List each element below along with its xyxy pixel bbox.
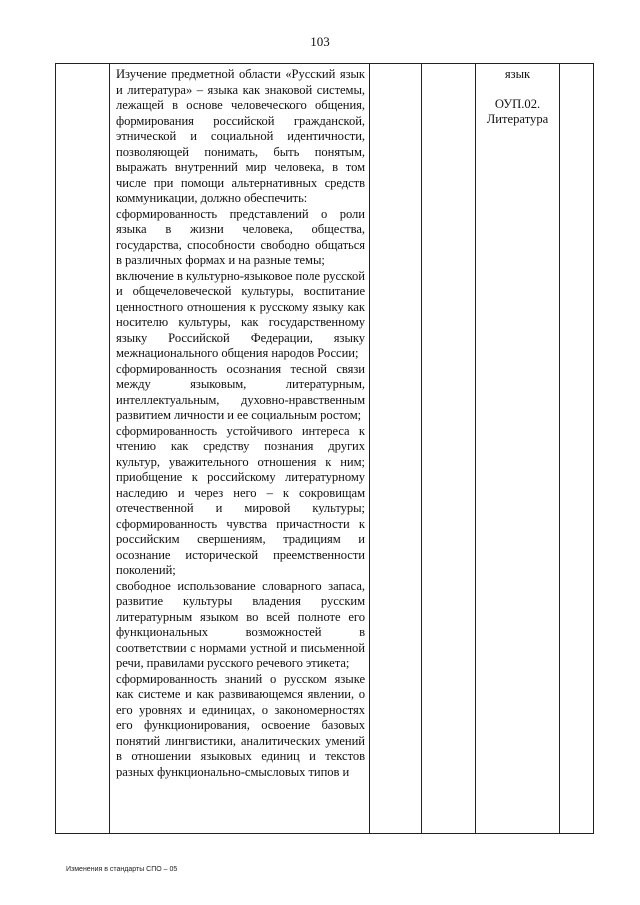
subject-line-literature: Литература (486, 112, 549, 126)
table-row (56, 64, 594, 834)
subject-cell (476, 64, 560, 834)
empty-cell-4 (422, 64, 476, 834)
page-number: 103 (310, 34, 330, 49)
paragraph: сформированность знаний о русском языке как системе и как развивающемся явлении, о его уровнях и единицах, о закономерностях его функционирования, освоение базовых понятий лингвистики, аналитических умений в отношении языковых единиц и текстов разных функционально-смысловых типов и (116, 671, 365, 779)
paragraph: Изучение предметной области «Русский язык и литература» – языка как знаковой системы, лежащей в основе человеческого общения, формирования российской гражданской, этнической и социальной идентичности, позволяющей понимать, быть понятым, выражать внутренний мир человека, в том числе при помощи альтернативных средств коммуникации, должно обеспечить: (116, 67, 365, 205)
requirements-text (110, 64, 369, 780)
subject-line-language: язык (504, 67, 531, 81)
standards-table (55, 63, 594, 834)
subject-code (476, 64, 559, 128)
paragraph: сформированность осознания тесной связи между языковым, литературным, интеллектуальным, духовно-нравственным развитием личности и ее социальным ростом; (116, 361, 365, 422)
empty-cell-6 (560, 64, 594, 834)
paragraph: включение в культурно-языковое поле русской и общечеловеческой культуры, воспитание ценностного отношения к русскому языку как носителю культуры, как государственному языку Российской Федерации, языку межнационального общения народов России; (116, 268, 365, 360)
subject-line-code: ОУП.02. (494, 96, 541, 111)
empty-cell-1 (56, 64, 110, 834)
paragraph: сформированность представлений о роли языка в жизни человека, общества, государства, способности свободно общаться в различных формах и на разные темы; (116, 206, 365, 267)
content-cell (110, 64, 370, 834)
empty-cell-3 (370, 64, 422, 834)
footer-note: Изменения в стандарты СПО – 05 (66, 866, 178, 873)
paragraph: сформированность устойчивого интереса к чтению как средству познания других культур, уважительного отношения к ним; приобщение к российскому литературному наследию и через него – к сокровищам отечественной и мировой культуры; сформированность чувства причастности к российским свершениям, традициям и осознание исторической преемственности поколений; (116, 423, 365, 577)
paragraph: свободное использование словарного запаса, развитие культуры владения русским литературным языком во всей полноте его функциональных возможностей в соответствии с нормами устной и письменной речи, правилами русского речевого этикета; (116, 578, 365, 670)
